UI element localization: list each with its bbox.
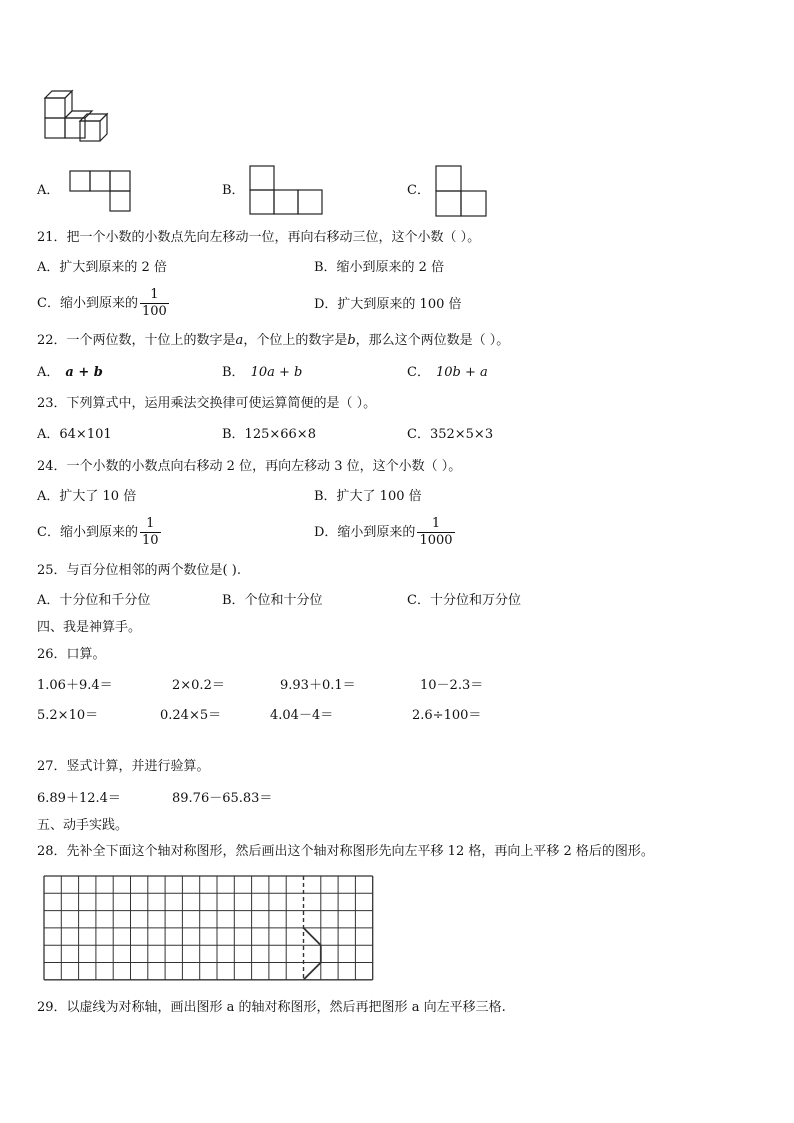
q26-item: 2×0.2＝ [172, 678, 225, 693]
q22-option-c [407, 364, 488, 382]
section-5-heading: 五、动手实践。 [37, 818, 129, 833]
q22-option-c-expr: 10b + a [435, 365, 488, 380]
q28-question: 28．先补全下面这个轴对称图形，然后画出这个轴对称图形先向左平移 12 格，再向上平移 2 格后的图形。 [37, 844, 654, 859]
q22-var-a: a [235, 333, 244, 348]
q25-option-b: B．个位和十分位 [222, 593, 323, 608]
q26-item: 0.24×5＝ [160, 708, 222, 723]
q21-option-b: B．缩小到原来的 2 倍 [314, 260, 445, 275]
q25-option-c: C．十分位和万分位 [407, 593, 521, 608]
q24-option-b: B．扩大了 100 倍 [314, 489, 422, 504]
q22-option-a-expr: a + b [65, 365, 103, 380]
fraction-numerator: 1 [417, 516, 454, 533]
q20-option-c-letter: C． [407, 183, 430, 198]
q22-question-mid: ，个位上的数字是 [243, 333, 348, 348]
q22-var-b: b [347, 333, 356, 348]
q22-option-c-letter: C． [407, 365, 430, 380]
shape-segment [304, 963, 321, 980]
q29-question: 29．以虚线为对称轴，画出图形 a 的轴对称图形，然后再把图形 a 向左平移三格. [37, 1000, 506, 1015]
q23-option-a: A．64×101 [37, 427, 112, 442]
shape-segment [304, 928, 321, 945]
fraction-denominator: 1000 [419, 533, 453, 548]
q26-item: 1.06＋9.4＝ [37, 678, 113, 693]
q21-option-c [37, 287, 169, 320]
q20-option-b-letter: B． [222, 183, 245, 198]
q21-question: 21．把一个小数的小数点先向左移动一位，再向右移动三位，这个小数（ ）。 [37, 230, 481, 245]
q22-option-a [37, 364, 103, 382]
q22-option-b-expr: 10a + b [250, 365, 303, 380]
q21-option-d: D．扩大到原来的 100 倍 [314, 297, 462, 312]
q24-option-c [37, 516, 161, 549]
q25-option-a: A．十分位和千分位 [37, 593, 151, 608]
q24-option-a: A．扩大了 10 倍 [37, 489, 137, 504]
q21-option-a: A．扩大到原来的 2 倍 [37, 260, 167, 275]
q27-item: 6.89＋12.4＝ [37, 791, 121, 806]
q20-option-a-figure [69, 170, 133, 214]
q22-option-b [222, 364, 302, 382]
fraction-numerator: 1 [140, 287, 169, 304]
q26-item: 9.93＋0.1＝ [280, 678, 356, 693]
q20-option-c-figure [435, 165, 489, 217]
q22-question-post: ，那么这个两位数是（ ）。 [355, 333, 510, 348]
cube-stack-figure [40, 86, 120, 146]
q21-option-c-fraction [140, 287, 169, 320]
q23-question: 23．下列算式中，运用乘法交换律可使运算简便的是（ ）。 [37, 396, 377, 411]
q25-question: 25．与百分位相邻的两个数位是( ). [37, 563, 241, 578]
q26-item: 5.2×10＝ [37, 708, 99, 723]
fraction-denominator: 100 [141, 304, 167, 319]
q28-grid-figure [44, 876, 374, 982]
fraction-denominator: 10 [141, 533, 159, 548]
q24-option-c-fraction [140, 516, 161, 549]
q20-option-a-letter: A． [37, 183, 60, 198]
q23-option-b: B．125×66×8 [222, 427, 316, 442]
q26-item: 10－2.3＝ [420, 678, 484, 693]
q24-option-d [314, 516, 455, 549]
q20-option-b-figure [249, 165, 323, 215]
q22-option-a-letter: A． [37, 365, 60, 380]
q22-question [37, 332, 509, 350]
q26-item: 4.04－4＝ [270, 708, 334, 723]
section-4-heading: 四、我是神算手。 [37, 620, 142, 635]
q27-title: 27．竖式计算，并进行验算。 [37, 759, 210, 774]
q24-option-d-fraction [417, 516, 454, 549]
q27-item: 89.76－65.83＝ [172, 791, 273, 806]
q21-option-c-text: C．缩小到原来的 [37, 296, 138, 311]
q22-option-b-letter: B． [222, 365, 245, 380]
q26-item: 2.6÷100＝ [412, 708, 482, 723]
fraction-numerator: 1 [140, 516, 161, 533]
q23-option-c: C．352×5×3 [407, 427, 494, 442]
q26-title: 26．口算。 [37, 647, 106, 662]
q24-option-d-text: D．缩小到原来的 [314, 525, 416, 540]
q22-question-pre: 22．一个两位数，十位上的数字是 [37, 333, 236, 348]
q24-question: 24．一个小数的小数点向右移动 2 位，再向左移动 3 位，这个小数（ ）。 [37, 459, 462, 474]
q24-option-c-text: C．缩小到原来的 [37, 525, 138, 540]
